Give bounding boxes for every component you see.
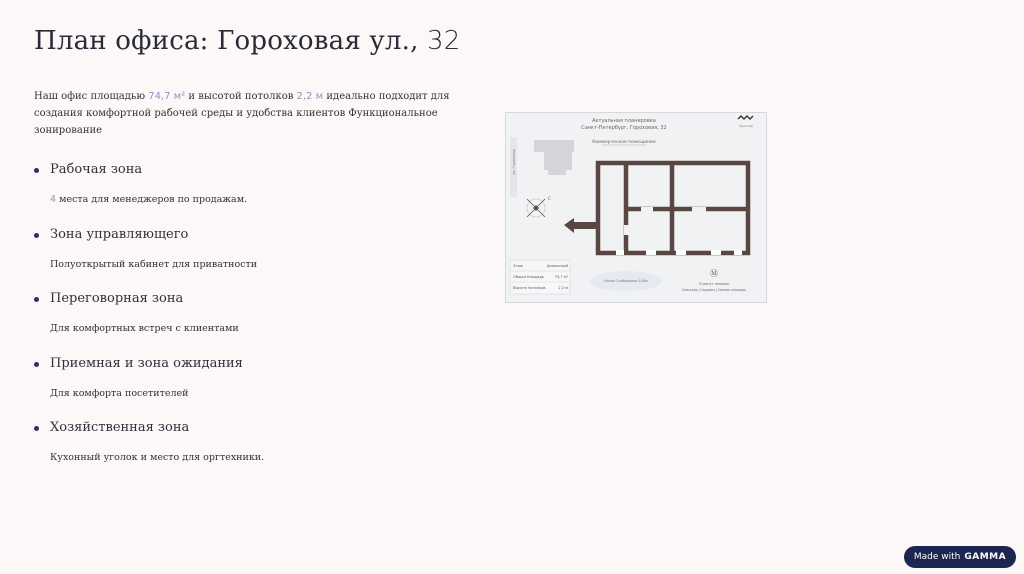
zone-desc-text: Кухонный уголок и место для оргтехники. xyxy=(50,452,265,463)
intro-part: Наш офис площадью xyxy=(34,91,149,102)
page-title-main: План офиса: Гороховая ул., xyxy=(34,26,419,56)
zone-desc xyxy=(50,452,264,463)
zone-title: Рабочая зона xyxy=(50,162,143,177)
svg-text:С: С xyxy=(548,196,551,201)
zone-desc xyxy=(50,194,247,205)
intro-height: 2,2 м xyxy=(296,91,324,102)
table-key: Этаж xyxy=(513,264,524,268)
table-key: Высота потолков xyxy=(513,286,546,290)
svg-text:Ⓜ: Ⓜ xyxy=(710,269,718,278)
table-value: 2,2 м xyxy=(558,286,568,290)
plan-header-2: Санкт-Петербург, Гороховая, 32 xyxy=(581,125,667,131)
canal-label: Канал Грибоедова 100м xyxy=(604,279,648,283)
zones-list xyxy=(34,162,454,485)
bullet-icon xyxy=(34,297,39,302)
plan-info-table xyxy=(510,260,570,294)
zone-desc xyxy=(50,388,188,399)
street-label: ул. Гороховая xyxy=(512,149,516,175)
list-item xyxy=(34,227,454,292)
zone-title: Переговорная зона xyxy=(50,291,184,306)
entrance-icon xyxy=(564,218,598,233)
list-item xyxy=(34,356,454,421)
badge-label: Made with xyxy=(913,552,961,562)
table-value: Цокольный xyxy=(546,264,568,268)
badge-brand: GAMMA xyxy=(964,552,1007,562)
page-title-number: 32 xyxy=(427,26,461,56)
floor-plan-image xyxy=(505,112,767,303)
plan-header-3: Коммерческое помещение xyxy=(592,140,656,145)
bullet-icon xyxy=(34,233,39,238)
zone-desc xyxy=(50,259,257,270)
intro-part: и высотой потолков xyxy=(185,91,297,102)
bullet-icon xyxy=(34,362,39,367)
intro-part: идеально подходит для создания комфортной рабочей среды и удобства клиентов Функциональное зонирование xyxy=(34,91,450,136)
table-value: 74,7 м² xyxy=(554,275,568,279)
list-item xyxy=(34,162,454,227)
zone-desc-highlight: 4 xyxy=(50,194,57,205)
zone-title: Зона управляющего xyxy=(50,226,189,242)
plan-header-1: Актуальная планировка xyxy=(592,118,656,124)
bullet-icon xyxy=(34,168,39,173)
table-key: Общая площадь xyxy=(513,275,544,279)
page-title xyxy=(34,26,461,56)
compass-icon xyxy=(527,196,551,217)
zone-title: Приемная и зона ожидания xyxy=(50,355,243,371)
plan-walls xyxy=(598,163,748,253)
logo-icon xyxy=(738,116,753,128)
zone-title: Хозяйственная зона xyxy=(50,420,190,435)
intro-text xyxy=(34,88,464,139)
list-item xyxy=(34,291,454,356)
plan-logo-text: Краткий xyxy=(739,124,753,128)
zone-desc-text: Полуоткрытый кабинет для приватности xyxy=(50,258,258,270)
metro-icon xyxy=(710,269,718,278)
made-with-gamma-badge[interactable] xyxy=(904,546,1016,568)
neighbor-building xyxy=(534,140,574,175)
intro-area: 74,7 м² xyxy=(148,91,186,102)
zone-desc-text: места для менеджеров по продажам. xyxy=(56,194,248,205)
list-item xyxy=(34,420,454,485)
zone-desc xyxy=(50,323,239,334)
zone-desc-text: Для комфорта посетителей xyxy=(50,387,189,399)
metro-label: 6 минут пешком xyxy=(699,282,729,286)
zone-desc-text: Для комфортных встреч с клиентами xyxy=(50,323,239,334)
metro-stations: Спасская | Садовая | Сенная площадь xyxy=(681,288,747,292)
bullet-icon xyxy=(34,426,39,431)
